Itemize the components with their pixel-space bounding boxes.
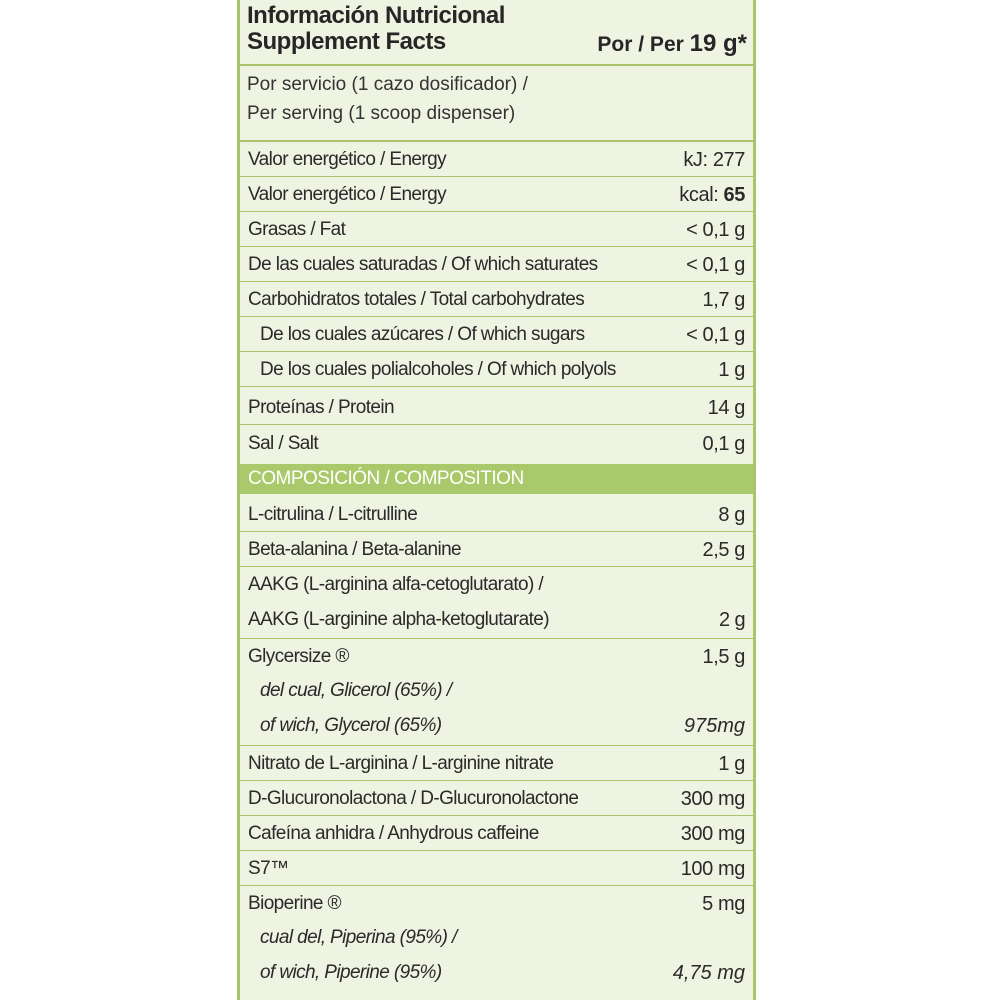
row-value: 8 g	[718, 504, 745, 526]
row-label: L-citrulina / L-citrulline	[248, 504, 418, 525]
nutrition-row-energy-kj	[240, 142, 753, 177]
row-label: Carbohidratos totales / Total carbohydrates	[248, 289, 585, 310]
row-value: < 0,1 g	[686, 324, 745, 346]
row-value: 1,5 g	[702, 646, 745, 668]
serving-size-label: Por / Per	[597, 33, 690, 56]
composition-row-bioperine	[240, 886, 753, 993]
row-value: 1,7 g	[702, 289, 745, 311]
nutrition-row-carbohydrates	[240, 282, 753, 317]
row-sub-value: 4,75 mg	[672, 962, 745, 984]
composition-row-glucuronolactone	[240, 781, 753, 816]
row-value: 100 mg	[680, 858, 745, 880]
serving-description	[247, 70, 528, 128]
nutrition-row-polyols	[240, 352, 753, 387]
row-label: Valor energético / Energy	[248, 149, 446, 170]
row-label: S7™	[248, 858, 289, 879]
row-label: D-Glucuronolactona / D-Glucuronolactone	[248, 788, 579, 809]
composition-heading: COMPOSICIÓN / COMPOSITION	[248, 468, 524, 489]
supplement-facts-panel	[237, 0, 756, 1000]
composition-row-arginine-nitrate	[240, 746, 753, 781]
row-label: Glycersize ®	[248, 646, 349, 667]
row-value: 2 g	[718, 609, 745, 631]
row-sub-label-second-line: of wich, Piperine (95%)	[260, 962, 442, 983]
row-value: 0,1 g	[702, 433, 745, 455]
row-label: De los cuales polialcoholes / Of which polyols	[260, 359, 616, 380]
row-sub-label-second-line: of wich, Glycerol (65%)	[260, 715, 442, 736]
row-value: 1 g	[718, 753, 745, 775]
divider	[240, 64, 753, 66]
row-label: Sal / Salt	[248, 433, 319, 454]
row-value: 300 mg	[680, 823, 745, 845]
nutrition-row-sugars	[240, 317, 753, 352]
row-label: Beta-alanina / Beta-alanine	[248, 539, 462, 560]
row-label: AAKG (L-arginina alfa-cetoglutarato) /	[248, 574, 544, 595]
composition-row-citrulline	[240, 497, 753, 532]
row-label: Proteínas / Protein	[248, 397, 394, 418]
kcal-prefix: kcal:	[679, 184, 724, 206]
nutrition-row-saturates	[240, 247, 753, 282]
composition-row-s7	[240, 851, 753, 886]
composition-row-glycersize	[240, 639, 753, 746]
row-value	[679, 184, 745, 207]
header	[247, 0, 747, 62]
nutrition-row-fat	[240, 212, 753, 247]
nutrition-row-salt	[240, 426, 753, 461]
row-label: De los cuales azúcares / Of which sugars	[260, 324, 585, 345]
serving-line-es: Por servicio (1 cazo dosificador) /	[247, 74, 528, 95]
composition-heading-band	[240, 464, 753, 494]
row-label: Nitrato de L-arginina / L-arginine nitrate	[248, 753, 554, 774]
row-value: 300 mg	[680, 788, 745, 810]
nutrition-row-energy-kcal	[240, 177, 753, 212]
composition-row-caffeine	[240, 816, 753, 851]
nutrition-row-protein	[240, 390, 753, 425]
row-sub-label: del cual, Glicerol (65%) /	[260, 680, 452, 701]
row-value: 14 g	[707, 397, 745, 419]
serving-size	[597, 30, 747, 58]
serving-size-amount: 19 g*	[689, 30, 747, 57]
title-spanish: Información Nutricional	[247, 2, 505, 29]
row-label: Bioperine ®	[248, 893, 341, 914]
row-value: < 0,1 g	[686, 219, 745, 241]
row-label: Grasas / Fat	[248, 219, 346, 240]
composition-row-beta-alanine	[240, 532, 753, 567]
kcal-number: 65	[723, 184, 745, 206]
row-value: < 0,1 g	[686, 254, 745, 276]
row-label-second-line: AAKG (L-arginine alpha-ketoglutarate)	[248, 609, 549, 630]
row-label: Valor energético / Energy	[248, 184, 446, 205]
row-sub-label: cual del, Piperina (95%) /	[260, 927, 457, 948]
title-english: Supplement Facts	[247, 28, 446, 55]
row-value: 5 mg	[702, 893, 745, 915]
row-value: kJ: 277	[683, 149, 745, 171]
row-value: 1 g	[718, 359, 745, 381]
row-label: Cafeína anhidra / Anhydrous caffeine	[248, 823, 539, 844]
row-label: De las cuales saturadas / Of which saturates	[248, 254, 598, 275]
composition-row-aakg	[240, 567, 753, 639]
row-value: 2,5 g	[702, 539, 745, 561]
serving-line-en: Per serving (1 scoop dispenser)	[247, 103, 516, 124]
row-sub-value: 975mg	[683, 715, 745, 737]
